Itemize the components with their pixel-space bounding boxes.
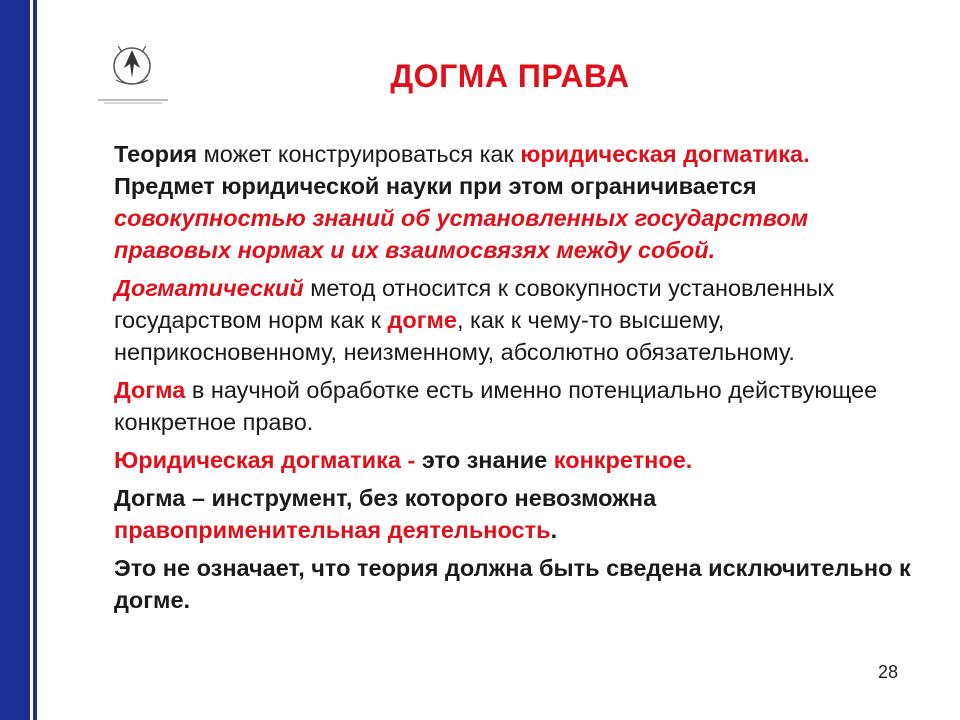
text-period: . bbox=[550, 517, 558, 543]
text-plain: в научной обработке есть именно потенциально действующее конкретное право. bbox=[114, 377, 878, 435]
text-legal-dogmatics: юридическая догматика bbox=[520, 141, 804, 167]
slide-content bbox=[114, 138, 914, 622]
text-subject: Предмет юридической науки при этом ограничивается bbox=[114, 173, 757, 199]
text-concrete: конкретное. bbox=[553, 447, 693, 473]
text-period: . bbox=[708, 237, 716, 263]
paragraph-instrument bbox=[114, 482, 914, 546]
text-dogma: Догма bbox=[114, 377, 186, 403]
text-plain: метод относится к совокупности установленных государством норм как к bbox=[114, 275, 835, 333]
slide-title: ДОГМА ПРАВА bbox=[390, 58, 630, 94]
paragraph-theory bbox=[114, 138, 914, 266]
text-law-enforcement: правоприменительная деятельность bbox=[114, 517, 551, 543]
page-number: 28 bbox=[878, 662, 899, 682]
paragraph-legal-dogmatics bbox=[114, 444, 914, 476]
text-dogmatic: Догматический bbox=[114, 275, 304, 301]
text-knowledge: это знание bbox=[421, 447, 554, 473]
paragraph-dogmatic-method bbox=[114, 272, 914, 368]
side-bar bbox=[0, 0, 37, 720]
side-bar-stripe bbox=[30, 0, 33, 720]
paragraph-dogma bbox=[114, 374, 914, 438]
paragraph-conclusion bbox=[114, 552, 914, 616]
text-period: . bbox=[803, 141, 810, 167]
text-conclusion: Это не означает, что теория должна быть сведена исключительно к догме. bbox=[114, 555, 911, 613]
text-dogma: догме bbox=[387, 307, 457, 333]
text-emphasis: совокупностью знаний об установленных государством правовых нормах и их взаимосвязях между собой bbox=[114, 205, 809, 263]
text-theory: Теория bbox=[114, 141, 198, 167]
text-plain: , как к чему-то высшему, неприкосновенному, неизменному, абсолютно обязательному. bbox=[114, 307, 795, 365]
text-legal-dogmatics: Юридическая догматика - bbox=[114, 447, 422, 473]
text-instrument: Догма – инструмент, без которого невозможна bbox=[114, 485, 657, 511]
text-plain: может конструироваться как bbox=[197, 141, 521, 167]
